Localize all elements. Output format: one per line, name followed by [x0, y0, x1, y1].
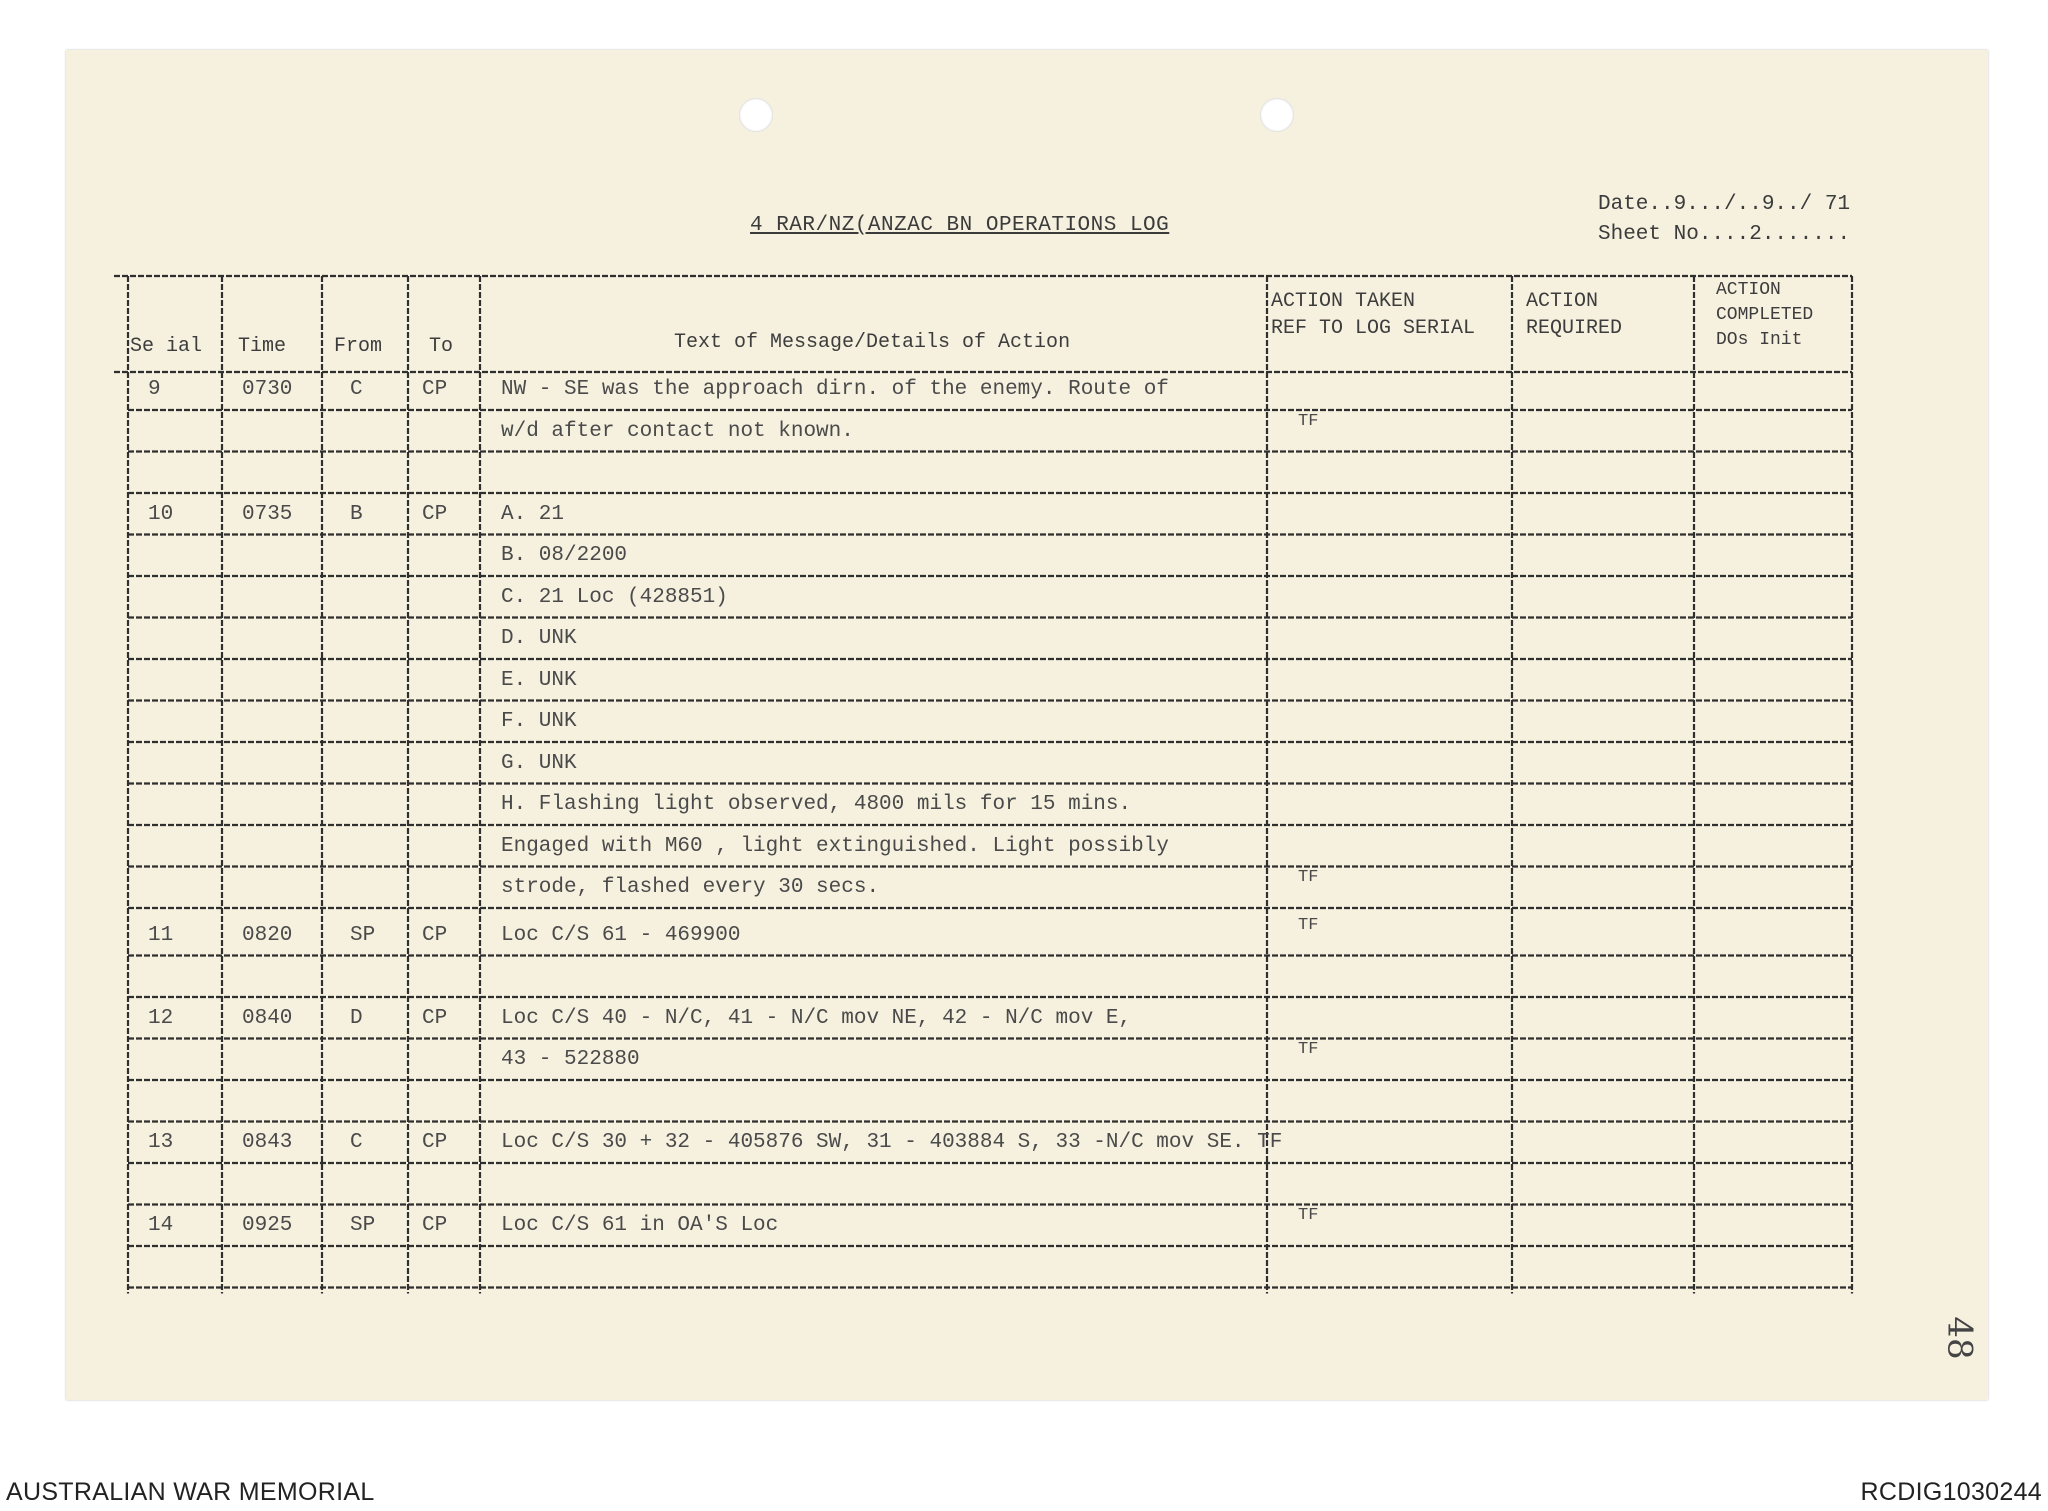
- cell-to: CP: [422, 923, 448, 947]
- footer-record-id: RCDIG1030244: [1860, 1478, 2042, 1506]
- cell-serial: 9: [148, 378, 161, 401]
- cell-to: CP: [422, 1006, 448, 1030]
- col-header-action-completed: ACTION COMPLETED DOs Init: [1716, 280, 1814, 350]
- cell-from: SP: [350, 1214, 376, 1237]
- cell-from: B: [350, 502, 363, 526]
- cell-serial: 14: [148, 1214, 174, 1237]
- cell-action-taken: TF: [1298, 411, 1319, 431]
- cell-from: D: [350, 1006, 363, 1030]
- cell-message-text: Engaged with M60 , light extinguished. Light possibly: [501, 834, 1169, 858]
- cell-serial: 11: [148, 923, 174, 947]
- cell-time: 0840: [242, 1006, 293, 1030]
- cell-message-text: H. Flashing light observed, 4800 mils for 15 mins.: [501, 793, 1132, 816]
- cell-action-taken: TF: [1298, 868, 1319, 887]
- cell-serial: 12: [148, 1006, 174, 1030]
- cell-to: CP: [422, 1131, 448, 1154]
- cell-message-text: C. 21 Loc (428851): [501, 585, 728, 609]
- cell-message-text: Loc C/S 61 in OA'S Loc: [501, 1214, 779, 1237]
- cell-message-text: Loc C/S 30 + 32 - 405876 SW, 31 - 403884 S, 33 -N/C mov SE. TF: [501, 1131, 1283, 1154]
- cell-from: SP: [350, 923, 376, 947]
- cell-message-text: B. 08/2200: [501, 544, 628, 567]
- cell-message-text: G. UNK: [501, 751, 577, 775]
- cell-time: 0820: [242, 923, 293, 947]
- col-header-action-taken: ACTION TAKEN REF TO LOG SERIAL: [1271, 290, 1476, 340]
- date-field: Date..9.../..9../ 71: [1598, 193, 1851, 216]
- cell-message-text: D. UNK: [501, 627, 577, 650]
- cell-message-text: F. UNK: [501, 710, 577, 733]
- cell-action-taken: TF: [1298, 1040, 1319, 1059]
- handwritten-folio-number: 48: [1939, 1316, 1980, 1360]
- col-header-text: Text of Message/Details of Action: [674, 331, 1071, 354]
- cell-message-text: strode, flashed every 30 secs.: [501, 876, 880, 899]
- cell-to: CP: [422, 502, 448, 526]
- col-header-to: To: [429, 335, 454, 358]
- cell-message-text: E. UNK: [501, 668, 577, 692]
- sheet-number-field: Sheet No....2.......: [1598, 223, 1851, 246]
- cell-message-text: Loc C/S 61 - 469900: [501, 923, 741, 947]
- cell-message-text: A. 21: [501, 502, 565, 526]
- col-header-action-required: ACTION REQUIRED: [1526, 290, 1623, 340]
- col-header-from: From: [334, 335, 383, 358]
- cell-action-taken: TF: [1298, 915, 1319, 935]
- cell-to: CP: [422, 378, 448, 401]
- cell-time: 0730: [242, 378, 293, 401]
- cell-time: 0925: [242, 1214, 293, 1237]
- col-header-serial: Se ial: [130, 335, 203, 358]
- cell-action-taken: TF: [1298, 1206, 1319, 1225]
- cell-from: C: [350, 1131, 363, 1154]
- cell-from: C: [350, 378, 363, 401]
- cell-time: 0843: [242, 1131, 293, 1154]
- cell-message-text: NW - SE was the approach dirn. of the enemy. Route of: [501, 378, 1169, 401]
- footer-institution: AUSTRALIAN WAR MEMORIAL: [6, 1478, 375, 1506]
- cell-time: 0735: [242, 502, 293, 526]
- cell-message-text: w/d after contact not known.: [501, 419, 854, 443]
- cell-to: CP: [422, 1214, 448, 1237]
- cell-message-text: 43 - 522880: [501, 1048, 640, 1071]
- col-header-time: Time: [238, 335, 287, 358]
- cell-message-text: Loc C/S 40 - N/C, 41 - N/C mov NE, 42 - N/C mov E,: [501, 1006, 1132, 1030]
- log-title: 4 RAR/NZ(ANZAC BN OPERATIONS LOG: [750, 214, 1170, 237]
- cell-serial: 10: [148, 502, 174, 526]
- cell-serial: 13: [148, 1131, 174, 1154]
